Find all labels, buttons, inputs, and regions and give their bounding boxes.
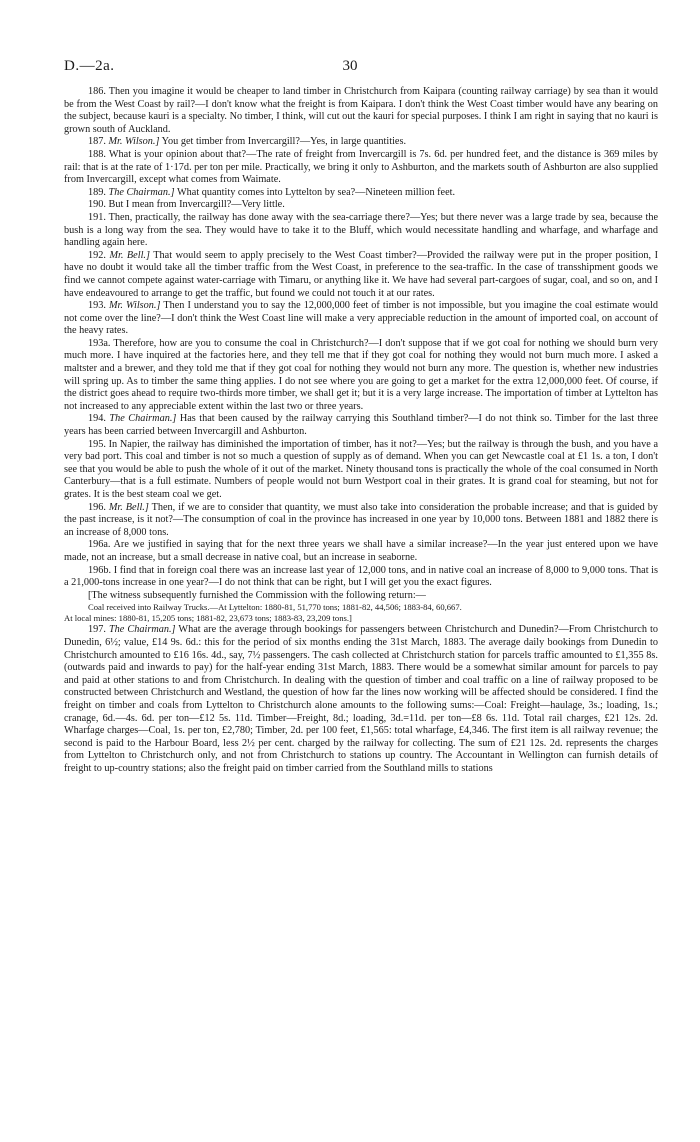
paragraph [64, 212, 658, 250]
paragraph [64, 250, 658, 300]
paragraph [64, 187, 658, 200]
paragraph-text: Then you imagine it would be cheaper to land timber in Christchurch from Kaipara (counting railway carriage) by sea than it would be from the West Coast by rail?—I don't know what the freight is from Kaipara. I don't think the West Coast timber would have any bearing on the subject, because kauri is a specialty. No timber, I think, will cut out the kauri for special purposes. I think I am right in saying that no kauri is grown south of Auckland. [64, 86, 658, 135]
question-number: 193. [88, 300, 106, 312]
question-number: 196a. [88, 539, 111, 551]
speaker: Mr. Bell.] [108, 501, 149, 513]
paragraph [64, 565, 658, 590]
paragraph-text: What quantity comes into Lyttelton by sea?—Nineteen million feet. [176, 186, 456, 198]
speaker: Mr. Wilson.] [108, 136, 160, 148]
question-number: 191. [88, 211, 106, 223]
question-number: 194. [88, 413, 106, 425]
question-number: 195. [88, 438, 106, 450]
paragraph [64, 199, 658, 212]
paragraph [64, 413, 658, 438]
paragraph [64, 439, 658, 502]
paragraph-text: Then, if we are to consider that quantity, we must also take into consideration the probable increase; and that is guided by the past increase, is it not?—The consumption of coal in the province has increased in one year by 10,000 tons. Between 1881 and 1882 there is an increase of 8,000 tons. [64, 501, 658, 538]
paragraph-text: Therefore, how are you to consume the coal in Christchurch?—I don't suppose that if we got coal for nothing we should burn very much more. I have inquired at the factories here, and they tell me that if they got coal for nothing they would not burn much more. I asked a maltster and a brewer, and they told me that if they got coal for nothing they would not burn any more. The question is, whether new industries will spring up. As to timber the same thing applies. I do not see where you are going to get a market for the extra 12,000,000 feet. Of course, if the district goes ahead to require two-thirds more timber, we shall get it; but it is a very large increase. The importation of timber at Lyttelton has not increased to any appreciable extent within the last two or three years. [64, 337, 658, 412]
paragraph [64, 502, 658, 540]
page-number: 30 [342, 58, 358, 74]
paragraph [64, 624, 658, 775]
paragraph [64, 136, 658, 149]
paragraph-text: Are we justified in saying that for the next three years we shall have a similar increase?—In the year just entered upon we have made, not an increase, but a small decrease in native coal, but an increase in seaborne. [64, 539, 659, 563]
question-number: 190. [88, 199, 106, 211]
question-number: 193a. [88, 337, 111, 349]
question-number: 192. [88, 249, 106, 261]
paragraph-text: Then, practically, the railway has done away with the sea-carriage there?—Yes; but there never was a large trade by sea, because the bush is a long way from the sea. They would have to take it to the Bluff, which would necessitate handling and wharfage, and wharfage and handling again here. [64, 211, 658, 249]
paragraph-text: That would seem to apply precisely to the West Coast timber?—Provided the railway were put in the proper position, I have no doubt it would take all the timber traffic from the West Coast, in preference to the sea-traffic. In the case of transshipment goods we find we cannot compete against water-carriage with Timaru, or anything like it. We have had several part-cargoes of sugar, coal, and so on, and I have endeavoured to arrange to get the traffic, but found we could not touch it at our rates. [64, 249, 659, 299]
return-note-intro: [The witness subsequently furnished the Commission with the following return:— [88, 589, 426, 601]
question-number: 188. [88, 148, 106, 160]
question-number: 187. [88, 136, 106, 148]
speaker: The Chairman.] [108, 624, 176, 636]
page-header [64, 58, 636, 82]
paragraph-text: Then I understand you to say the 12,000,000 feet of timber is not impossible, but you imagine the coal estimate would not come over the line?—I don't think the West Coast line will make a very appreciable reduction in the amount of imported coal, on account of the heavy rates. [64, 300, 658, 337]
paragraph-text: In Napier, the railway has diminished the importation of timber, has it not?—Yes; but the railway is through the bush, and you have a very bad port. This coal and timber is not so much a question of supply as of demand. When you can get Newcastle coal at £1 1s. a ton, I don't see that you would be able to push the whole of it out of the market. Ninety thousand tons is practically the whole of the coal consumed in North Canterbury—that is a full estimate. Numbers of people would not burn Westport coal in their grates. It is grand coal for steaming, but not for grates. It is the best steam coal we get. [64, 438, 659, 500]
paragraph-text: I find that in foreign coal there was an increase last year of 12,000 tons, and in native coal an increase of 8,000 to 9,000 tons. That is a 21,000-tons increase in one year?—I do not think that can be right, but I will get you the exact figures. [64, 564, 659, 589]
paragraph [64, 149, 658, 187]
paragraph-text: What is your opinion about that?—The rate of freight from Invercargill is 7s. 6d. per hundred feet, and the distance is 369 miles by rail: that is at the rate of 1·17d. per ton per mile. Practically, we bring it only to Ashburton, and the markets south of Ashburton are also supplied from Invercargill, except what comes from Waimate. [64, 148, 658, 186]
paragraph [64, 539, 658, 564]
speaker: Mr. Wilson.] [109, 300, 161, 312]
question-number: 196b. [88, 564, 112, 576]
question-number: 197. [88, 624, 106, 636]
speaker: The Chairman.] [109, 413, 177, 425]
document-reference: D.—2a. [64, 58, 115, 74]
question-number: 189. [88, 186, 106, 198]
return-note-line: Coal received into Railway Trucks.—At Lyttelton: 1880-81, 51,770 tons; 1881-82, 44,506; 1883-84, 60,667. [88, 602, 462, 613]
paragraph-text: Has that been caused by the railway carrying this Southland timber?—I do not think so. Timber for the last three years has been carried between Invercargill and Ashburton. [64, 413, 659, 438]
paragraph [64, 338, 658, 414]
speaker: The Chairman.] [108, 186, 175, 198]
question-number: 186. [88, 86, 106, 97]
paragraph [64, 300, 658, 338]
paragraph-text: You get timber from Invercargill?—Yes, in large quantities. [161, 136, 407, 148]
speaker: Mr. Bell.] [109, 249, 150, 261]
question-number: 196. [88, 501, 106, 513]
body-text [64, 86, 658, 775]
paragraph-text: But I mean from Invercargill?—Very little. [108, 199, 285, 211]
paragraph-text: What are the average through bookings for passengers between Christchurch and Dunedin?—From Christchurch to Dunedin, 6½; value, £14 9s. 6d.: this for the period of six months ending the 31st March, 1883. The average daily bookings from Dunedin to Christchurch amounted to £16 16s. 4d., say, 7½ passengers. The cash collected at Christchurch station for parcels traffic amounted to £1,355 8s. (outwards paid and inwards to pay) for the half-year ending 31st March, 1883. There would be a somewhat similar amount for parcels to pay and paid at other stations to and from Christchurch. In dealing with the question of timber and coal traffic on a line of railway proposed to be constructed between Christchurch and Westland, the question of how far the lines now working will be affected should be considered. I find the freight on timber and coals from Lyttelton to Christchurch alone amounts to the following sums:—Coal: Freight—haulage, 3s.; loading, 1s.; cranage, 6d.—4s. 6d. per ton—£12 5s. 11d. Timber—Freight, 8d.; loading, 3d.=11d. per ton—£8 6s. 11d. Total rail charges, £21 12s. 2d. Wharfage charges—Coal, 1s. per ton, £2,780; Timber, 2d. per 100 feet, £1,565: total wharfage, £4,346. The first item is all railway revenue; the second is paid to the Harbour Board, less 2½ per cent. charged by the railway for collecting. The sum of £21 12s. 2d. represents the charges from Lyttelton to Christchurch only, and not from Christchurch to stations up country. The Accountant in Wellington can furnish details of freight to up-country stations; also the freight paid on timber carried from the Southland mills to stations [64, 624, 658, 774]
return-note-line: At local mines: 1880-81, 15,205 tons; 1881-82, 23,673 tons; 1883-83, 23,209 tons.] [64, 613, 352, 624]
paragraph [64, 86, 658, 136]
